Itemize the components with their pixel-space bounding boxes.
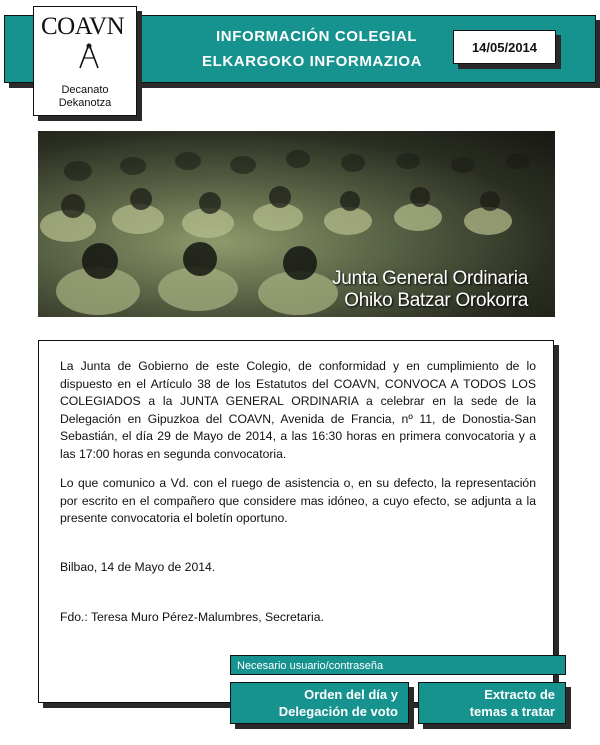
banner-title-eu: Ohiko Batzar Orokorra bbox=[344, 290, 528, 311]
compass-logo-icon bbox=[76, 43, 102, 69]
agenda-button-label-2: Delegación de voto bbox=[278, 704, 398, 719]
credentials-notice: Necesario usuario/contraseña bbox=[230, 655, 566, 675]
date-badge: 14/05/2014 bbox=[453, 30, 556, 64]
extract-button-label-2: temas a tratar bbox=[469, 704, 555, 719]
logo-caption bbox=[34, 84, 136, 110]
logo-box bbox=[33, 6, 137, 116]
agenda-button-label-1: Orden del día y bbox=[304, 687, 398, 702]
representation-paragraph: Lo que comunico a Vd. con el ruego de asistencia o, en su defecto, la representación por escrito en el compañero que considere mas idóneo, a cuyo efecto, se adjunta a la presente convocatoria el boletín oportuno. bbox=[60, 476, 536, 526]
convocation-letter bbox=[38, 340, 554, 703]
banner-title bbox=[332, 268, 528, 312]
place-and-date: Bilbao, 14 de Mayo de 2014. bbox=[60, 560, 216, 574]
agenda-and-proxy-button[interactable] bbox=[230, 682, 409, 724]
header-title-eu: ELKARGOKO INFORMAZIOA bbox=[202, 53, 423, 70]
signature-line: Fdo.: Teresa Muro Pérez-Malumbres, Secretaria. bbox=[60, 610, 324, 624]
logo-caption-eu: Dekanotza bbox=[58, 97, 112, 109]
header-title-es: INFORMACIÓN COLEGIAL bbox=[216, 28, 418, 45]
convocation-paragraph: La Junta de Gobierno de este Colegio, de conformidad y en cumplimiento de lo dispuesto en el Artículo 38 de los Estatutos del COAVN, CONVOCA A TODOS LOS COLEGIADOS a la JUNTA GENERAL ORDINARIA a celebrar en la sede de la Delegación en Gipuzkoa del COAVN, Avenida de Francia, nº 11, de Donostia-San Sebastián, el día 29 de Mayo de 2014, a las 16:30 horas en primera convocatoria y a las 17:00 horas en segunda convocatoria. bbox=[60, 359, 536, 461]
assembly-banner-image bbox=[38, 131, 555, 317]
extract-button-label-1: Extracto de bbox=[484, 687, 555, 702]
logo-caption-es: Decanato bbox=[61, 84, 109, 96]
coavn-logo: COAVN bbox=[41, 13, 125, 40]
topics-extract-button[interactable] bbox=[418, 682, 566, 724]
banner-title-es: Junta General Ordinaria bbox=[332, 268, 528, 289]
